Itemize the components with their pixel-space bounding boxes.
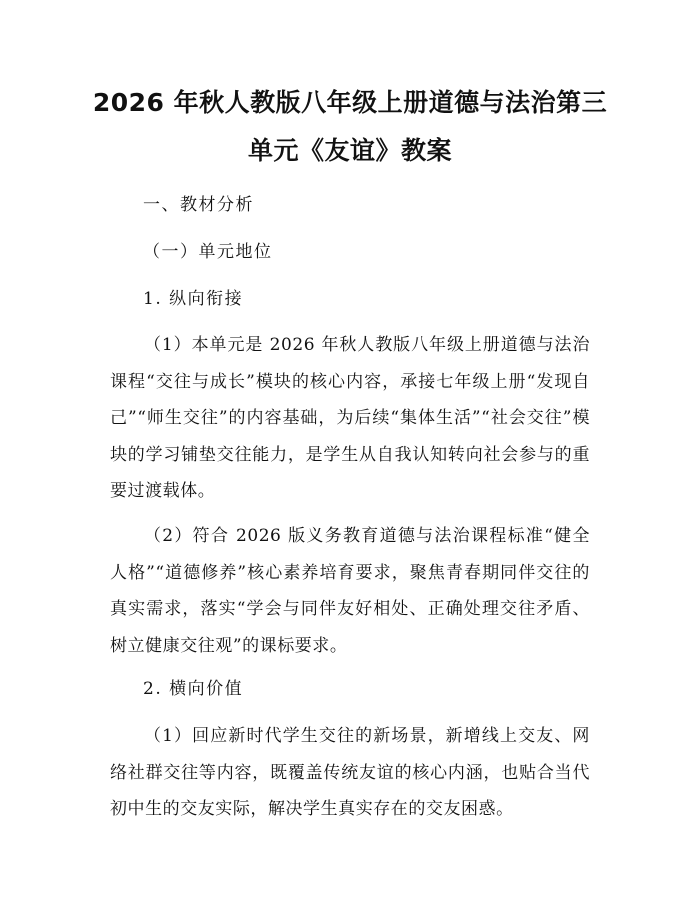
section-heading-teaching-material-analysis: 一、教材分析 [143, 195, 254, 215]
item-heading-horizontal-value: 2. 横向价值 [143, 679, 244, 699]
document-title-line-2: 单元《友谊》教案 [247, 136, 452, 165]
paragraph-horizontal-1: （1）回应新时代学生交往的新场景，新增线上交友、网络社群交往等内容，既覆盖传统友谊的核心内涵，也贴合当代初中生的交友实际，解决学生真实存在的交友困惑。 [110, 726, 590, 819]
subsection-heading-unit-position: （一）单元地位 [143, 242, 273, 262]
paragraph-vertical-2: （2）符合 2026 版义务教育道德与法治课程标准“健全人格”“道德修养”核心素养培育要求，聚焦青春期同伴交往的真实需求，落实“学会与同伴友好相处、正确处理交往矛盾、树立健康交往观”的课标要求。 [110, 526, 590, 656]
item-heading-vertical-connection: 1. 纵向衔接 [143, 289, 244, 309]
paragraph-vertical-1: （1）本单元是 2026 年秋人教版八年级上册道德与法治课程“交往与成长”模块的核心内容，承接七年级上册“发现自己”“师生交往”的内容基础，为后续“集体生活”“社会交往”模块的学习铺垫交往能力，是学生从自我认知转向社会参与的重要过渡载体。 [110, 335, 590, 501]
document-title-line-1: 2026 年秋人教版八年级上册道德与法治第三 [92, 88, 608, 117]
